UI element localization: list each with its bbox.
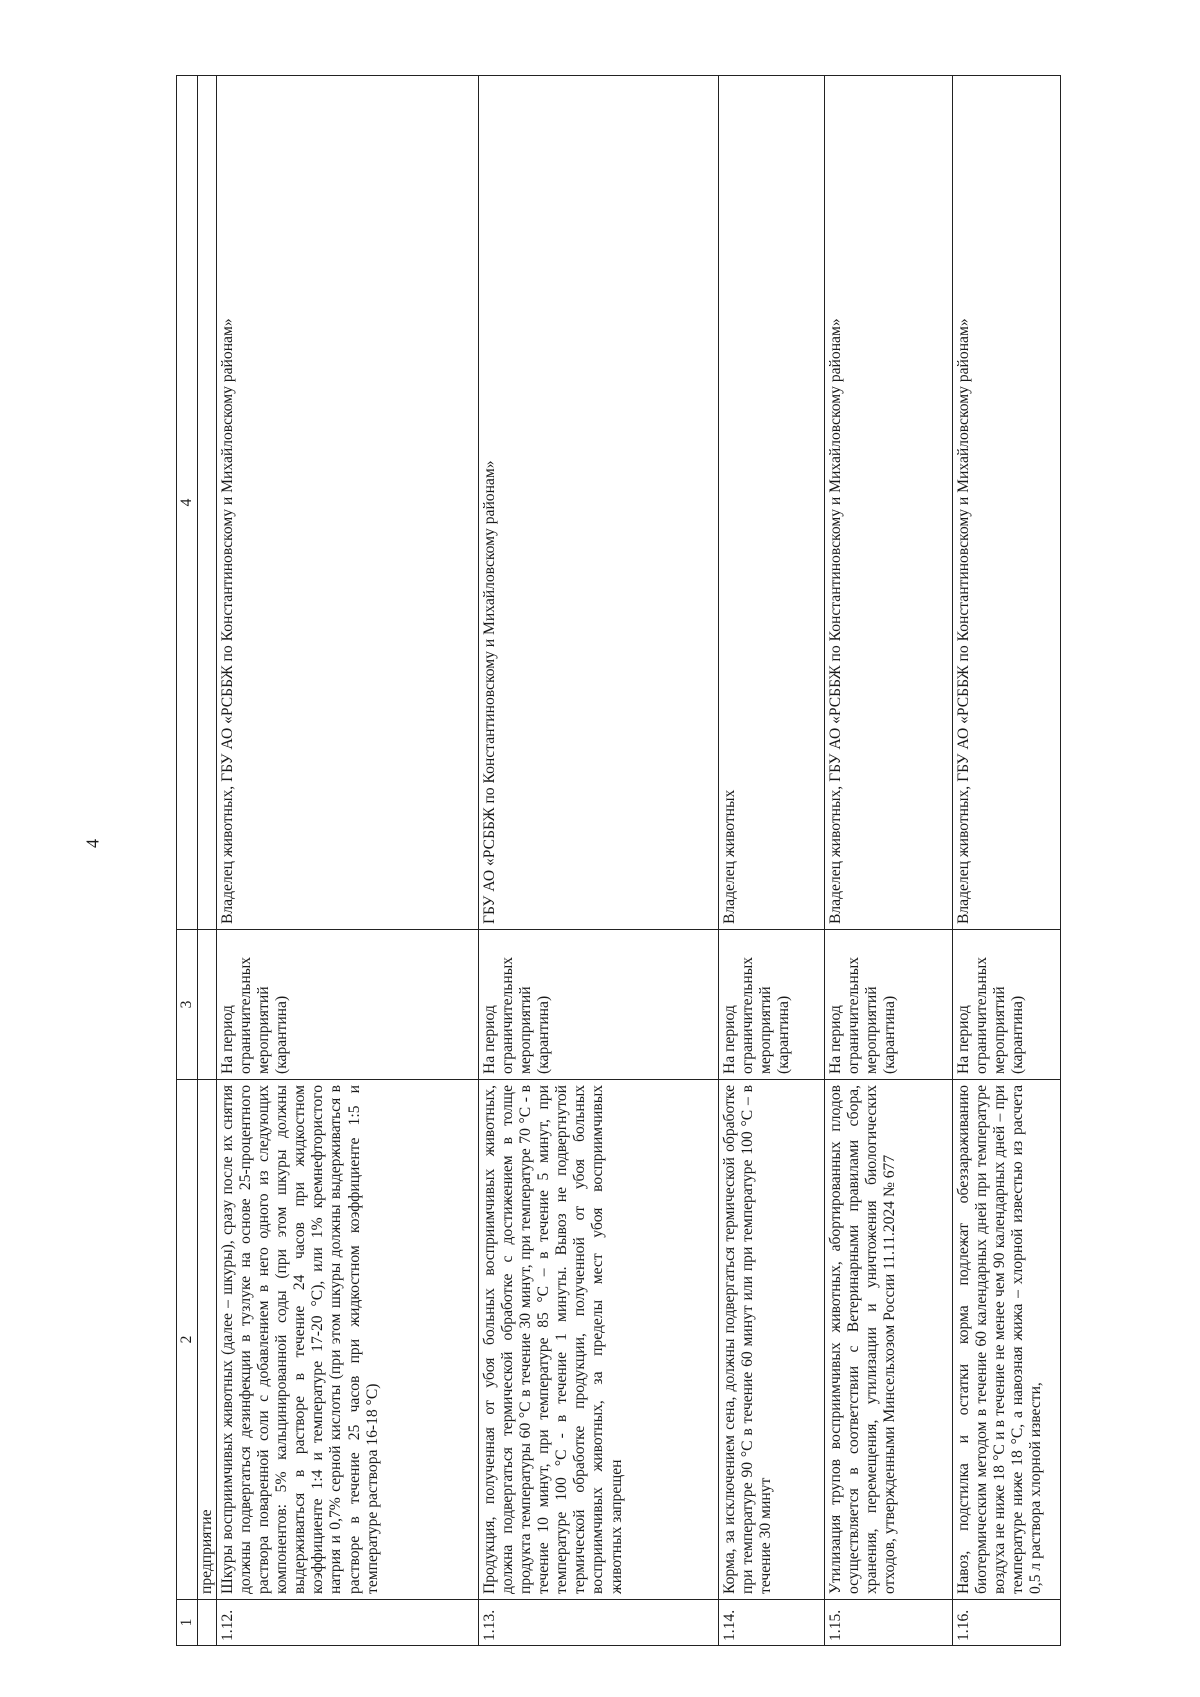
header-col-4: 4 — [177, 76, 198, 930]
row-number: 1.14. — [719, 1600, 825, 1646]
row-responsible: ГБУ АО «РСББЖ по Константиновскому и Михайловскому районам» — [479, 76, 719, 930]
row-period: На период ограничительных мероприятий (карантина) — [953, 930, 1061, 1080]
header-col-2: 2 — [177, 1080, 198, 1600]
row-number: 1.12. — [217, 1600, 479, 1646]
row-responsible: Владелец животных, ГБУ АО «РСББЖ по Константиновскому и Михайловскому районам» — [953, 76, 1061, 930]
row-measure: Корма, за исключением сена, должны подвергаться термической обработке при температуре 90 °С в течение 60 минут или при температуре 100 °С – в течение 30 минут — [719, 1080, 825, 1600]
row-measure: Шкуры восприимчивых животных (далее – шкуры), сразу после их снятия должны подвергаться дезинфекции в тузлуке на основе 25-процентного раствора поваренной соли с добавлением в него одного из следующих компонентов: 5% кальцинированной соды (при этом шкуры должны выдерживаться в растворе в течение 24 часов при жидкостном коэффициенте 1:4 и температуре 17-20 °С), или 1% кремнефтористого натрия и 0,7% серной кислоты (при этом шкуры должны выдерживаться в растворе в течение 25 часов при жидкостном коэффициенте 1:5 и температуре раствора 16-18 °С) — [217, 1080, 479, 1600]
row-measure: Навоз, подстилка и остатки корма подлежат обеззараживанию биотермическим методом в течение 60 календарных дней при температуре воздуха не ниже 18 °С и в течение не менее чем 90 календарных дней – при температуре ниже 18 °С, а навозная жижа – хлорной известью из расчета 0,5 л раствора хлорной извести, — [953, 1080, 1061, 1600]
table-header-row — [177, 76, 198, 1646]
table-row — [479, 76, 719, 1646]
measures-table — [176, 75, 1061, 1646]
row-responsible: Владелец животных, ГБУ АО «РСББЖ по Константиновскому и Михайловскому районам» — [217, 76, 479, 930]
table-row — [217, 76, 479, 1646]
continuation-period — [198, 930, 217, 1080]
row-period: На период ограничительных мероприятий (карантина) — [479, 930, 719, 1080]
table-row — [719, 76, 825, 1646]
continuation-row — [198, 76, 217, 1646]
row-period: На период ограничительных мероприятий (карантина) — [719, 930, 825, 1080]
row-measure: Продукция, полученная от убоя больных восприимчивых животных, должна подвергаться термической обработке с достижением в толще продукта температуры 60 °С в течение 30 минут, при температуре 70 °С - в течение 10 минут, при температуре 85 °С – в течение 5 минут, при температуре 100 °С - в течение 1 минуты. Вывоз не подвергнутой термической обработке продукции, полученной от убоя больных восприимчивых животных, за пределы мест убоя восприимчивых животных запрещен — [479, 1080, 719, 1600]
table-row — [825, 76, 953, 1646]
row-responsible: Владелец животных — [719, 76, 825, 930]
continuation-responsible — [198, 76, 217, 930]
row-number: 1.13. — [479, 1600, 719, 1646]
row-number: 1.15. — [825, 1600, 953, 1646]
header-col-1: 1 — [177, 1600, 198, 1646]
page-number: 4 — [82, 839, 103, 848]
row-period: На период ограничительных мероприятий (карантина) — [825, 930, 953, 1080]
row-number: 1.16. — [953, 1600, 1061, 1646]
header-col-3: 3 — [177, 930, 198, 1080]
row-period: На период ограничительных мероприятий (карантина) — [217, 930, 479, 1080]
continuation-text: предприятие — [198, 1080, 217, 1600]
rotated-page-content — [176, 76, 1164, 1646]
row-responsible: Владелец животных, ГБУ АО «РСББЖ по Константиновскому и Михайловскому районам» — [825, 76, 953, 930]
table-row — [953, 76, 1061, 1646]
row-measure: Утилизация трупов восприимчивых животных, абортированных плодов осуществляется в соответствии с Ветеринарными правилами сбора, хранения, перемещения, утилизации и уничтожения биологических отходов, утвержденными Минсельхозом России 11.11.2024 № 677 — [825, 1080, 953, 1600]
continuation-num — [198, 1600, 217, 1646]
